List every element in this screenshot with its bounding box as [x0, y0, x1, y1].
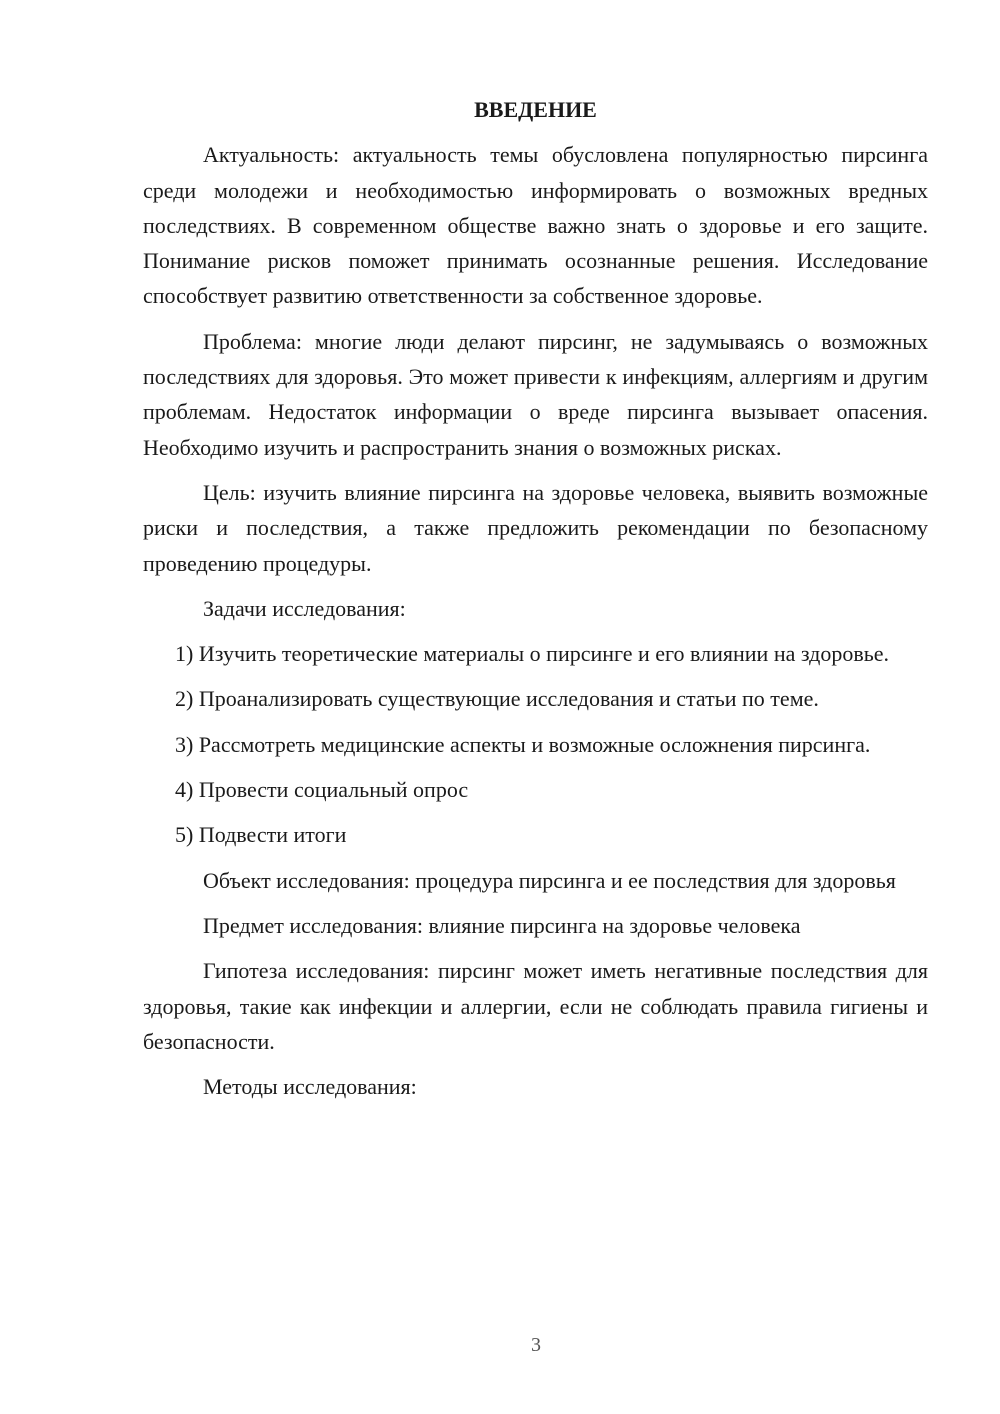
document-page: [143, 92, 928, 1114]
task-item-5: 5) Подвести итоги: [175, 822, 347, 848]
page-number: 3: [531, 1334, 541, 1356]
paragraph-goal: Цель: изучить влияние пирсинга на здоровье человека, выявить возможные риски и последствия, а также предложить рекомендации по безопасному проведению процедуры.: [143, 479, 928, 576]
task-item-1: 1) Изучить теоретические материалы о пирсинге и его влиянии на здоровье.: [175, 641, 890, 667]
paragraph-relevance: Актуальность: актуальность темы обусловлена популярностью пирсинга среди молодежи и необходимостью информировать о возможных вредных последствиях. В современном обществе важно знать о здоровье и его защите. Понимание рисков поможет принимать осознанные решения. Исследование способствует развитию ответственности за собственное здоровье.: [143, 142, 928, 309]
paragraph-tasks-heading: Задачи исследования:: [203, 595, 406, 621]
paragraph-subject: Предмет исследования: влияние пирсинга на здоровье человека: [203, 912, 801, 938]
section-title: ВВЕДЕНИЕ: [474, 97, 597, 122]
task-item-3: 3) Рассмотреть медицинские аспекты и возможные осложнения пирсинга.: [175, 731, 871, 757]
paragraph-methods: Методы исследования:: [203, 1074, 417, 1100]
paragraph-problem: Проблема: многие люди делают пирсинг, не задумываясь о возможных последствиях для здоровья. Это может привести к инфекциям, аллергиям и другим проблемам. Недостаток информации о вреде пирсинга вызывает опасения. Необходимо изучить и распространить знания о возможных рисках.: [143, 328, 928, 460]
paragraph-hypothesis: Гипотеза исследования: пирсинг может иметь негативные последствия для здоровья, такие как инфекции и аллергии, если не соблюдать правила гигиены и безопасности.: [143, 958, 928, 1054]
task-item-2: 2) Проанализировать существующие исследования и статьи по теме.: [175, 686, 819, 712]
paragraph-object: Объект исследования: процедура пирсинга и ее последствия для здоровья: [203, 867, 896, 893]
task-item-4: 4) Провести социальный опрос: [175, 777, 469, 803]
